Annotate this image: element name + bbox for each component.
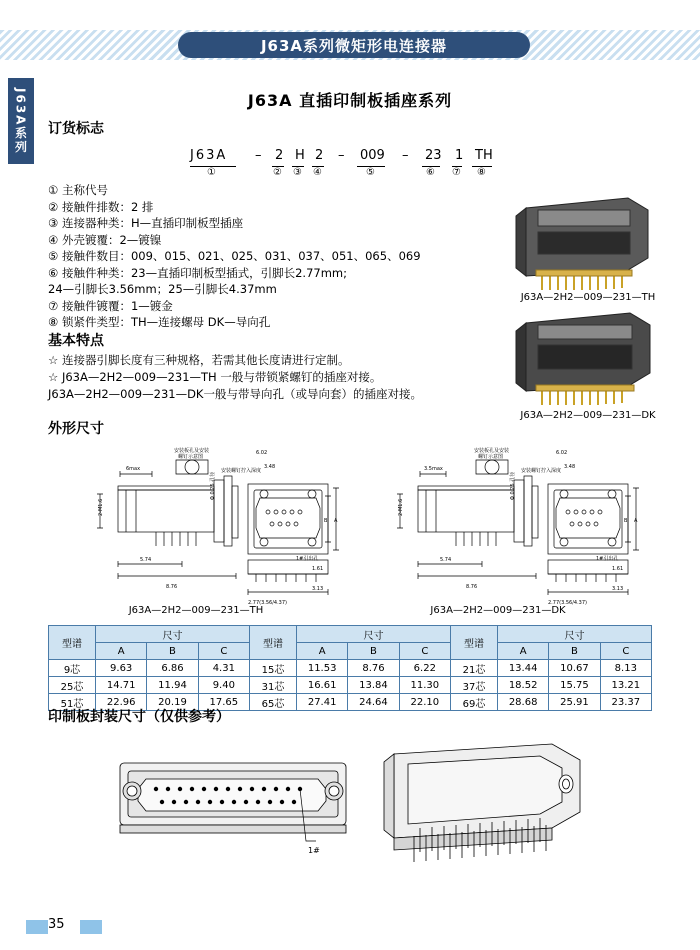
table-header-row [49,626,652,643]
dim-label-1hole: 1#引出孔 [296,556,319,562]
cell: 13.21 [600,677,651,694]
cell: 16.61 [296,677,347,694]
photo-caption-th: J63A—2H2—009—231—TH [520,292,656,303]
cell: 22.10 [399,694,450,711]
photo-caption-dk: J63A—2H2—009—231—DK [520,410,656,421]
code-part-0: J63A [190,148,228,163]
th-sub-A2: A [296,643,347,660]
dim-label-install-1: 安装板孔及安装 [474,448,510,454]
th-group-2: 型谱 [249,626,296,660]
th-group-5: 尺寸 [497,626,651,643]
pcb-pin-label: 1# [308,846,320,855]
code-marker-8: ⑧ [477,167,486,178]
th-sub-C2: C [399,643,450,660]
cell: 11.53 [296,660,347,677]
dim-label-602: 6.02 [256,450,268,456]
dim-label-B: B [624,518,628,524]
ordering-note: ① 主称代号 [48,183,108,197]
dim-label-277: 2.77(3.56/4.37) [548,600,587,606]
cell: 22.96 [96,694,147,711]
code-marker-6: ⑥ [426,167,435,178]
product-photo-dk [508,305,668,410]
cell: 15芯 [249,660,296,677]
cell: 9.63 [96,660,147,677]
dim-label-313: 3.13 [612,586,624,592]
dim-label-876: 8.76 [166,584,178,590]
code-part-4: 2 [315,148,324,163]
ordering-note: ⑧ 锁紧件类型：TH—连接螺母 DK—导向孔 [48,315,271,329]
ordering-note: ⑥ 接触件种类：23—直插印制板型插式，引脚长2.77mm; [48,265,347,280]
ordering-notes-list [48,182,518,331]
table-subheader-row [49,643,652,660]
page-number: 35 [48,917,65,932]
cell: 14.71 [96,677,147,694]
ordering-note: 24—引脚长3.56mm；25—引脚长4.37mm [48,282,277,296]
section-pcb-title: 印制板封装尺寸（仅供参考） [48,709,230,725]
dim-label-B: B [324,518,328,524]
th-sub-A3: A [497,643,548,660]
code-part-5: – [338,148,345,163]
code-marker-3: ③ [293,167,302,178]
page-title: J63A系列微矩形电连接器 [178,32,530,58]
ordering-note: ④ 外壳镀覆：2—镀镍 [48,232,162,247]
cell: 28.68 [497,694,548,711]
feature-item: ☆ 连接器引脚长度有三种规格，若需其他长度请进行定制。 [48,353,350,367]
code-marker-4: ④ [313,167,322,178]
th-sub-B3: B [549,643,600,660]
drawing-caption-th: J63A—2H2—009—231—TH [128,605,264,616]
ordering-note: ③ 连接器种类：H—直插印制板型插座 [48,216,244,230]
footer-square-right [80,920,102,934]
feature-item: J63A—2H2—009—231—DK一般与带导向孔（或导向套）的插座对接。 [48,387,422,401]
cell: 51芯 [49,694,96,711]
drawing-caption-dk: J63A—2H2—009—231—DK [430,605,566,616]
code-part-6: 009 [360,148,385,163]
dim-label-602: 6.02 [556,450,568,456]
dim-label-277: 2.77(3.56/4.37) [248,600,287,606]
code-marker-5: ⑤ [366,167,375,178]
cell: 20.19 [147,694,198,711]
code-part-3: H [295,148,305,163]
th-sub-B2: B [348,643,399,660]
th-sub-B1: B [147,643,198,660]
dim-label-348: 3.48 [564,464,576,470]
dim-label-313: 3.13 [312,586,324,592]
dim-label-install-2: 螺钉示意图 [178,454,204,460]
dim-label-876: 8.76 [466,584,478,590]
cell: 27.41 [296,694,347,711]
cell: 8.13 [600,660,651,677]
cell: 6.22 [399,660,450,677]
code-marker-1: ① [207,167,216,178]
th-group-3: 尺寸 [296,626,450,643]
cell: 18.52 [497,677,548,694]
cell: 11.94 [147,677,198,694]
section-features-title: 基本特点 [48,333,104,349]
cell: 6.86 [147,660,198,677]
section-dimensions-title: 外形尺寸 [48,421,104,437]
dim-label-1hole: 1#引出孔 [596,556,619,562]
dim-label-2m16: 2-M1.6 [98,498,104,516]
dim-label-A: A [634,518,638,524]
code-part-8: 23 [425,148,442,163]
cell: 37芯 [450,677,497,694]
cell: 69芯 [450,694,497,711]
dim-label-install-1: 安装板孔及安装 [174,448,210,454]
dim-label-hole: Φ 0.25 孔径 [210,471,216,500]
th-sub-C3: C [600,643,651,660]
cell: 9.40 [198,677,249,694]
cell: 24.64 [348,694,399,711]
outline-drawing-th [96,442,348,610]
pcb-drawing-front [110,745,360,865]
dim-label-574: 5.74 [440,557,452,563]
ordering-note: ⑤ 接触件数目：009、015、021、025、031、037、051、065、069 [48,249,421,263]
footer-square-left [26,920,48,934]
cell: 25.91 [549,694,600,711]
dim-label-A: A [334,518,338,524]
code-part-2: 2 [275,148,284,163]
dimension-table [48,625,652,711]
code-marker-7: ⑦ [452,167,461,178]
cell: 25芯 [49,677,96,694]
code-part-7: – [402,148,409,163]
th-sub-A1: A [96,643,147,660]
table-row [49,677,652,694]
cell: 15.75 [549,677,600,694]
cell: 65芯 [249,694,296,711]
dim-label-depth: 安装螺钉拧入深度 [521,468,562,474]
dim-label-depth: 安装螺钉拧入深度 [221,468,262,474]
dim-label-161: 1.61 [312,566,324,572]
cell: 10.67 [549,660,600,677]
cell: 8.76 [348,660,399,677]
th-sub-C1: C [198,643,249,660]
cell: 13.84 [348,677,399,694]
th-group-0: 型谱 [49,626,96,660]
dim-label-2m16: 2-M1.6 [398,498,404,516]
dim-label-hole: Φ 0.25 孔径 [510,471,516,500]
cell: 23.37 [600,694,651,711]
cell: 9芯 [49,660,96,677]
cell: 11.30 [399,677,450,694]
cell: 4.31 [198,660,249,677]
document-title: J63A 直插印制板插座系列 [247,91,453,110]
features-list [48,352,568,403]
dim-label-348: 3.48 [264,464,276,470]
code-part-1: – [255,148,262,163]
dim-label-161: 1.61 [612,566,624,572]
cell: 21芯 [450,660,497,677]
cell: 13.44 [497,660,548,677]
feature-item: ☆ J63A—2H2—009—231—TH 一般与带锁紧螺钉的插座对接。 [48,370,382,384]
dim-label-install-2: 螺钉示意图 [478,454,504,460]
product-photo-th [508,188,668,293]
section-ordering-title: 订货标志 [48,121,104,137]
code-part-9: 1 [455,148,464,163]
code-part-10: TH [475,148,493,163]
dim-label-6max: 6max [126,466,141,472]
dim-label-574: 5.74 [140,557,152,563]
cell: 31芯 [249,677,296,694]
th-group-1: 尺寸 [96,626,250,643]
ordering-note: ② 接触件排数：2 排 [48,199,154,214]
pcb-drawing-iso [380,740,620,870]
cell: 17.65 [198,694,249,711]
ordering-note: ⑦ 接触件镀覆：1—镀金 [48,298,173,313]
table-row [49,660,652,677]
dim-label-35max: 3.5max [424,466,443,472]
th-group-4: 型谱 [450,626,497,660]
outline-drawing-dk [396,442,648,610]
code-marker-2: ② [273,167,282,178]
side-tab-label: J63A系列 [13,87,28,155]
